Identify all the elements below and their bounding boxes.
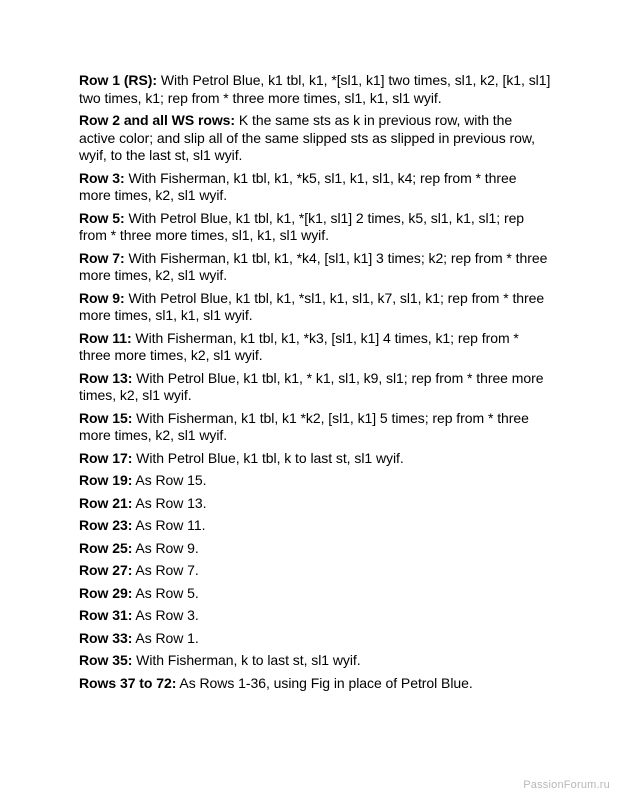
row-text: With Petrol Blue, k1 tbl, k1, *[k1, sl1] 2 times, k5, sl1, k1, sl1; rep from * three more times, sl1, k1, sl1 wyif. (79, 209, 525, 243)
row-label: Row 1 (RS): (79, 72, 158, 88)
row-label: Row 13: (79, 369, 133, 386)
row-label: Row 23: (79, 517, 133, 533)
row-entry (79, 450, 551, 468)
row-label: Row 27: (79, 562, 133, 578)
row-entry (79, 72, 551, 107)
watermark: PassionForum.ru (523, 779, 610, 791)
row-entry (79, 652, 551, 670)
row-text: With Fisherman, k1 tbl, k1, *k5, sl1, k1, sl1, k4; rep from * three more times, k2, sl1 wyif. (79, 169, 517, 203)
row-text: With Petrol Blue, k1 tbl, k1, *sl1, k1, sl1, k7, sl1, k1; rep from * three more times, sl1, k1, sl1 wyif. (79, 289, 545, 323)
row-label: Row 29: (79, 584, 133, 601)
row-label: Row 35: (79, 652, 133, 668)
row-label: Row 25: (79, 539, 133, 556)
row-label: Row 19: (79, 472, 133, 488)
row-entry (79, 330, 551, 365)
row-label: Row 9: (79, 289, 125, 306)
row-text: As Row 3. (135, 607, 199, 623)
row-text: As Row 9. (135, 539, 199, 556)
row-entry (79, 585, 551, 603)
row-entry (79, 517, 551, 535)
row-text: With Fisherman, k1 tbl, k1, *k3, [sl1, k1] 4 times, k1; rep from * three more times, k2, sl1 wyif. (79, 329, 519, 363)
row-text: As Row 13. (135, 494, 207, 511)
row-text: K the same sts as k in previous row, with the active color; and slip all of the same slipped sts as slipped in previous row, wyif, to the last st, sl1 wyif. (79, 112, 536, 163)
row-text: With Petrol Blue, k1 tbl, k1, *[sl1, k1] two times, sl1, k2, [k1, sl1] two times, k1; rep from * three more times, sl1, k1, sl1 wyif. (79, 72, 551, 106)
row-text: With Fisherman, k1 tbl, k1 *k2, [sl1, k1] 5 times; rep from * three more times, k2, sl1 wyif. (79, 409, 529, 443)
row-entry (79, 290, 551, 325)
row-label: Row 11: (79, 329, 132, 346)
row-text: With Petrol Blue, k1 tbl, k to last st, sl1 wyif. (136, 449, 404, 466)
row-entry (79, 250, 551, 285)
row-text: As Row 5. (135, 584, 199, 601)
pattern-instructions (79, 72, 551, 697)
row-text: As Row 7. (135, 562, 199, 578)
row-entry (79, 472, 551, 490)
row-entry (79, 540, 551, 558)
row-entry (79, 675, 551, 693)
row-entry (79, 210, 551, 245)
row-entry (79, 607, 551, 625)
row-label: Row 17: (79, 449, 133, 466)
row-entry (79, 410, 551, 445)
row-text: As Row 11. (135, 517, 206, 533)
row-entry (79, 112, 551, 165)
row-text: As Row 1. (135, 629, 199, 646)
row-text: With Fisherman, k1 tbl, k1, *k4, [sl1, k1] 3 times; k2; rep from * three more times, k2, sl1 wyif. (79, 249, 548, 283)
row-entry (79, 562, 551, 580)
row-label: Row 2 and all WS rows: (79, 112, 236, 128)
row-entry (79, 495, 551, 513)
row-label: Row 33: (79, 629, 133, 646)
row-text: With Fisherman, k to last st, sl1 wyif. (136, 652, 361, 668)
row-label: Row 3: (79, 169, 125, 186)
row-entry (79, 170, 551, 205)
row-label: Row 31: (79, 607, 133, 623)
row-label: Rows 37 to 72: (79, 674, 177, 691)
row-entry (79, 630, 551, 648)
row-label: Row 5: (79, 209, 125, 226)
row-text: With Petrol Blue, k1 tbl, k1, * k1, sl1, k9, sl1; rep from * three more times, k2, sl1 wyif. (79, 369, 544, 403)
row-text: As Rows 1-36, using Fig in place of Petrol Blue. (179, 674, 473, 691)
row-label: Row 21: (79, 494, 133, 511)
row-entry (79, 370, 551, 405)
row-label: Row 7: (79, 249, 125, 266)
row-text: As Row 15. (135, 472, 207, 488)
row-label: Row 15: (79, 409, 133, 426)
